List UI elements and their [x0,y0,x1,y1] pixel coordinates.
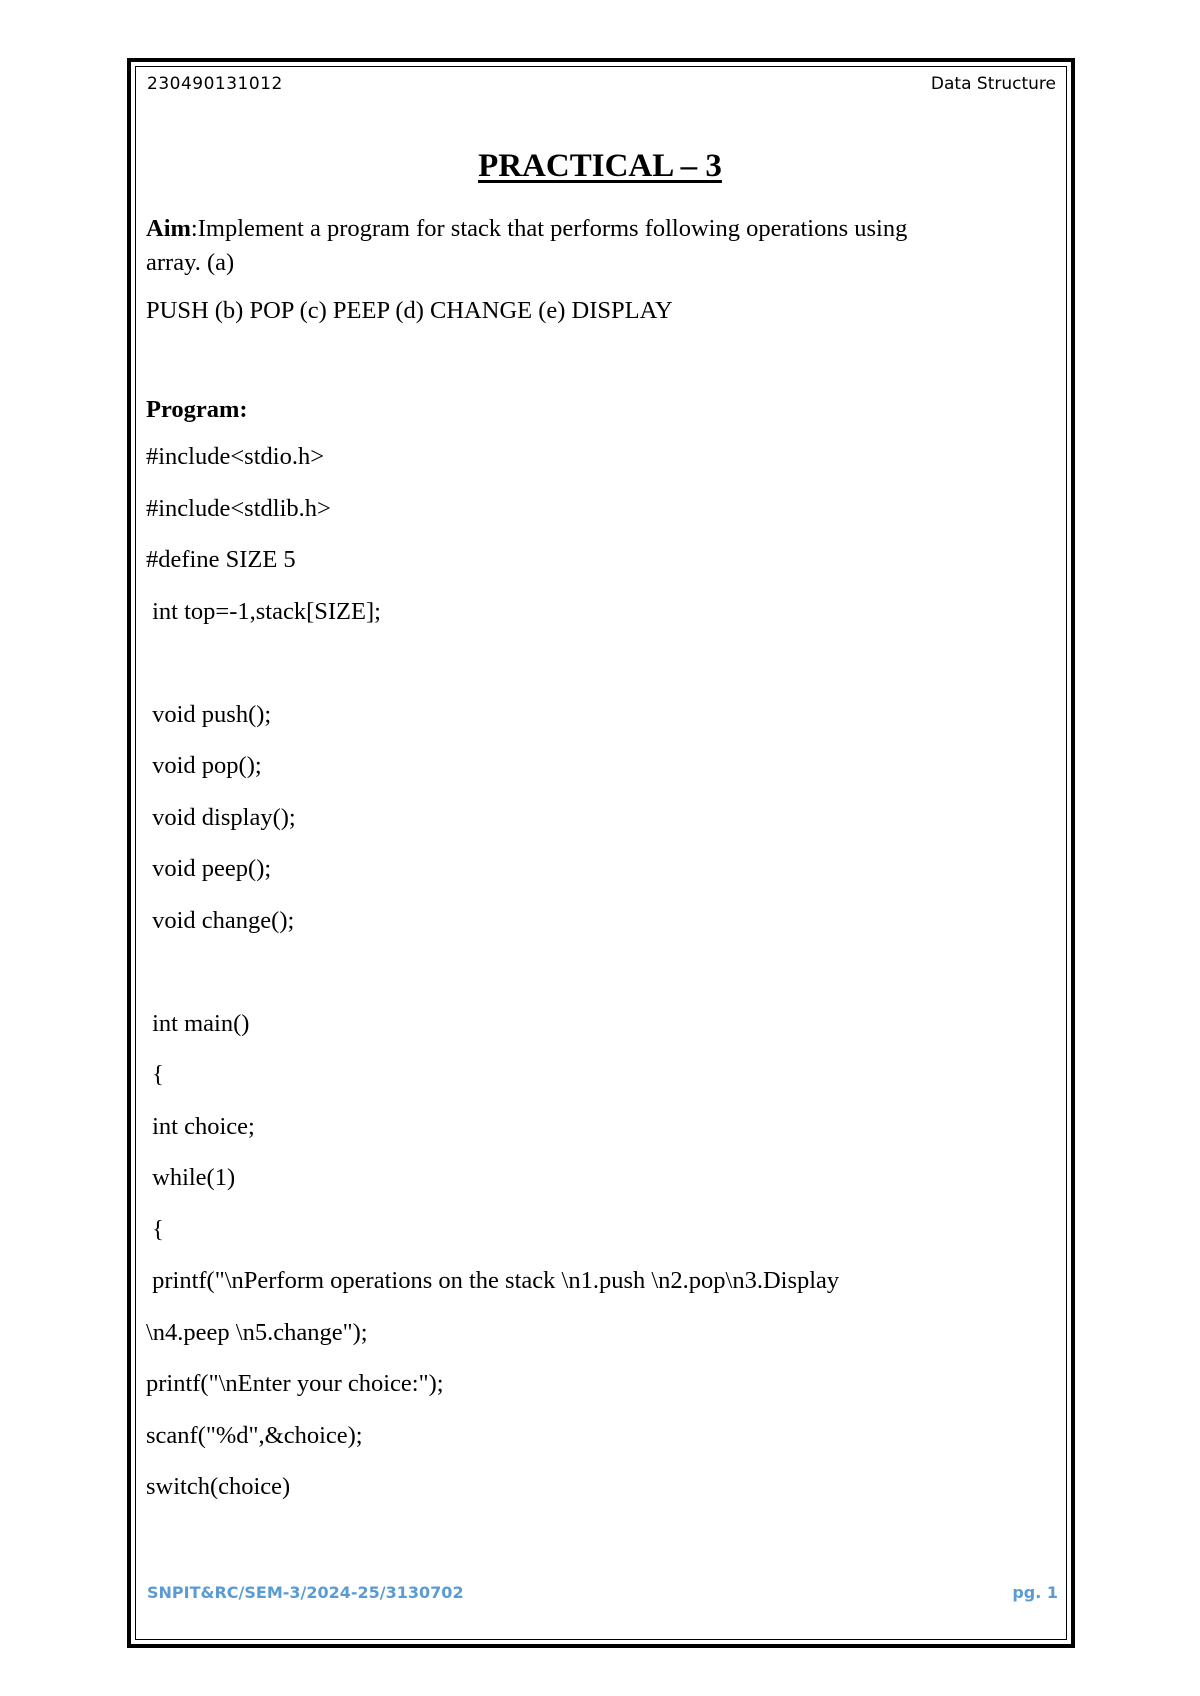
footer-course-code: SNPIT&RC/SEM-3/2024-25/3130702 [147,1583,464,1602]
code-line: { [146,1215,164,1243]
code-line: printf("\nPerform operations on the stack \n1.push \n2.pop\n3.Display [146,1267,840,1294]
aim-operations: PUSH (b) POP (c) PEEP (d) CHANGE (e) DISPLAY [146,297,673,324]
code-line: void display(); [146,803,296,831]
code-line [146,646,1046,698]
code-line: int main() [146,1009,250,1037]
header-enrollment-number: 230490131012 [147,74,283,94]
code-listing [146,440,1046,1522]
code-line: { [146,1061,164,1088]
code-line: int top=-1,stack[SIZE]; [146,597,381,625]
program-label: Program: [146,396,248,423]
document-body [146,212,1046,1522]
code-line: void push(); [146,700,272,728]
code-line [146,955,1046,1007]
code-line: scanf("%d",&choice); [146,1421,363,1449]
code-line: while(1) [146,1164,236,1191]
aim-label: Aim [146,215,191,242]
code-line: switch(choice) [146,1473,291,1500]
code-line: int choice; [146,1112,255,1140]
code-line: #define SIZE 5 [146,546,296,573]
code-line: \n4.peep \n5.change"); [146,1318,368,1346]
aim-text-line1: :Implement a program for stack that performs following operations using [190,215,908,242]
aim-text-line2: array. (a) [146,249,235,276]
code-line: void change(); [146,906,295,934]
page-title [0,148,1200,185]
aim-paragraph [146,212,1046,280]
code-line: printf("\nEnter your choice:"); [146,1370,444,1397]
code-line: void pop(); [146,752,262,779]
code-line: #include<stdlib.h> [146,494,331,522]
code-line: void peep(); [146,855,272,882]
page-title-text: PRACTICAL – 3 [478,148,722,184]
header-subject: Data Structure [930,74,1056,94]
code-line: #include<stdio.h> [146,443,325,470]
footer-page-number: pg. 1 [1012,1583,1058,1602]
